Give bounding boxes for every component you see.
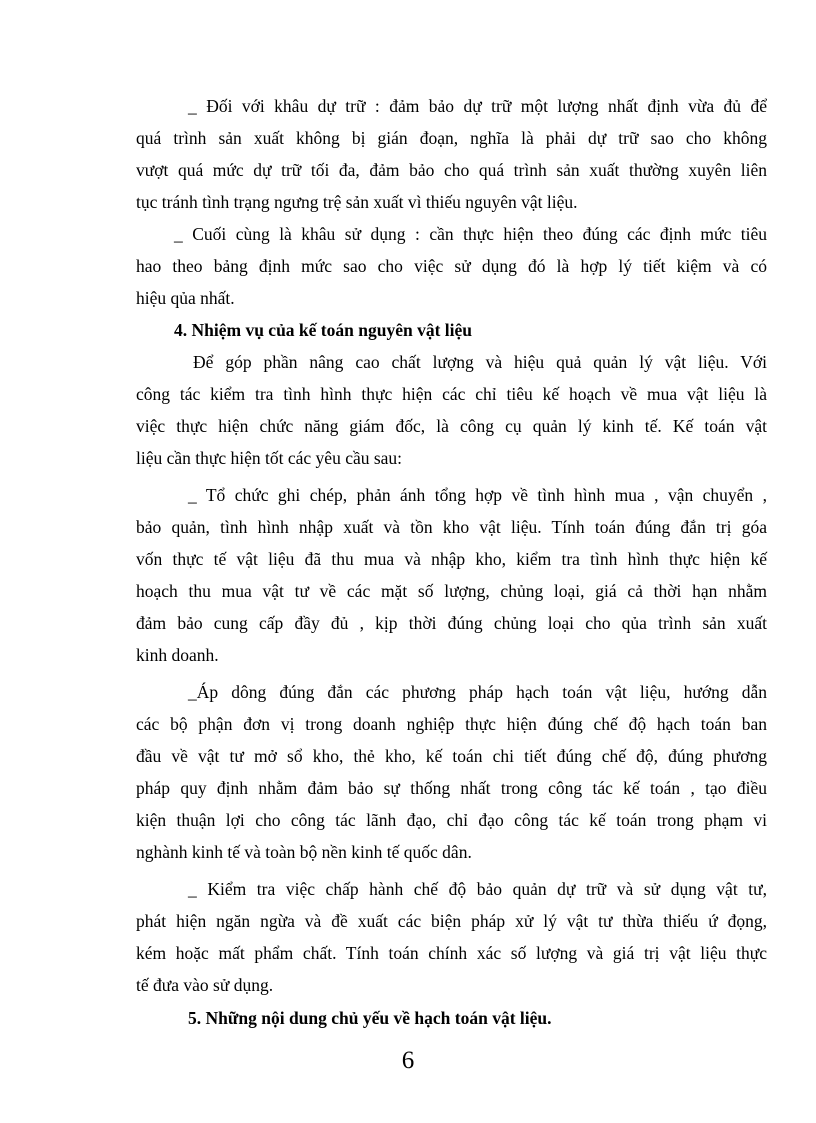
text-line: nghành kinh tế và toàn bộ nền kinh tế quốc dân.	[136, 842, 472, 862]
text-line: bảo quản, tình hình nhập xuất và tồn kho vật liệu. Tính toán đúng đắn trị góa	[136, 517, 767, 537]
text-line: việc thực hiện chức năng giám đốc, là công cụ quản lý kinh tế. Kế toán vật	[136, 416, 767, 436]
text-line: liệu cần thực hiện tốt các yêu cầu sau:	[136, 448, 403, 468]
text-line: pháp quy định nhằm đảm bảo sự thống nhất trong công tác kế toán , tạo điều	[136, 778, 767, 798]
page-number: 6	[401, 1047, 415, 1074]
text-line: kinh doanh.	[136, 645, 219, 665]
text-line: hao theo bảng định mức sao cho việc sử dụng đó là hợp lý tiết kiệm và có	[136, 256, 767, 276]
text-line: tục tránh tình trạng ngưng trệ sản xuất vì thiếu nguyên vật liệu.	[136, 192, 578, 212]
text-line: Để góp phần nâng cao chất lượng và hiệu quả quản lý vật liệu. Với	[193, 352, 767, 372]
section-heading: 5. Những nội dung chủ yếu về hạch toán vật liệu.	[188, 1008, 552, 1028]
text-line: kém hoặc mất phẩm chất. Tính toán chính xác số lượng và giá trị vật liệu thực	[136, 943, 767, 963]
text-line: hiệu qủa nhất.	[136, 288, 235, 308]
text-line: đầu về vật tư mở sổ kho, thẻ kho, kế toán chi tiết đúng chế độ, đúng phương	[136, 746, 767, 766]
text-line: _ Kiểm tra việc chấp hành chế độ bảo quản dự trữ và sử dụng vật tư,	[188, 879, 767, 899]
text-line: _ Cuối cùng là khâu sử dụng : cần thực hiện theo đúng các định mức tiêu	[174, 224, 767, 244]
text-line: hoạch thu mua vật tư về các mặt số lượng, chủng loại, giá cả thời hạn nhằm	[136, 581, 767, 601]
text-line: kiện thuận lợi cho công tác lãnh đạo, chỉ đạo công tác kế toán trong phạm vi	[136, 810, 767, 830]
text-line: _ Đối với khâu dự trữ : đảm bảo dự trữ một lượng nhất định vừa đủ để	[188, 96, 767, 116]
text-line: quá trình sản xuất không bị gián đoạn, nghĩa là phải dự trữ sao cho không	[136, 128, 767, 148]
text-line: phát hiện ngăn ngừa và đề xuất các biện pháp xử lý vật tư thừa thiếu ứ đọng,	[136, 911, 767, 931]
section-heading: 4. Nhiệm vụ của kế toán nguyên vật liệu	[174, 320, 473, 340]
text-line: _Áp dông đúng đắn các phương pháp hạch toán vật liệu, hướng dẫn	[188, 682, 767, 702]
text-line: công tác kiểm tra tình hình thực hiện các chỉ tiêu kế hoạch về mua vật liệu là	[136, 384, 767, 404]
text-line: tế đưa vào sử dụng.	[136, 975, 274, 995]
text-line: các bộ phận đơn vị trong doanh nghiệp thực hiện đúng chế độ hạch toán ban	[136, 714, 767, 734]
text-line: đảm bảo cung cấp đầy đủ , kịp thời đúng chủng loại cho qủa trình sản xuất	[136, 613, 767, 633]
text-line: vốn thực tế vật liệu đã thu mua và nhập kho, kiểm tra tình hình thực hiện kế	[136, 549, 767, 569]
text-line: vượt quá mức dự trữ tối đa, đảm bảo cho quá trình sản xuất thường xuyên liên	[136, 160, 767, 180]
text-line: _ Tổ chức ghi chép, phản ánh tổng hợp về tình hình mua , vận chuyển ,	[188, 485, 767, 505]
